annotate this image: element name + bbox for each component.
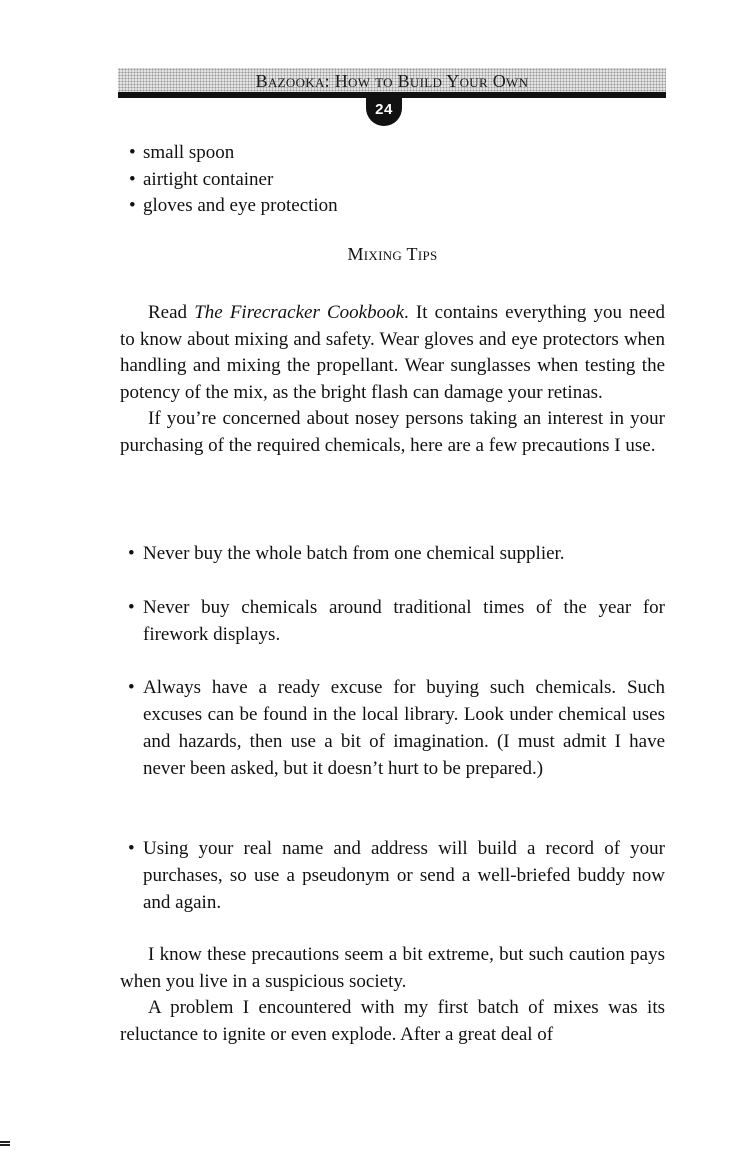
paragraph: If you’re concerned about nosey persons taking an interest in your purchasing of the required chemicals, here are a few precautions I use. <box>120 408 665 456</box>
intro-block <box>120 300 665 459</box>
precaution-item: • Always have a ready excuse for buying such chemicals. Such excuses can be found in the local library. Look under chemical uses and hazards, then use a bit of imagination. (I must admit I have never been asked, but it doesn’t hurt to be prepared.) <box>128 677 665 779</box>
precaution-item: • Never buy chemicals around traditional times of the year for firework displays. <box>128 597 665 645</box>
book-title: The Firecracker Cookbook <box>194 302 405 323</box>
list-item: • gloves and eye protection <box>129 195 338 216</box>
margin-mark <box>0 1141 10 1149</box>
page-number: 24 <box>366 94 402 126</box>
precaution-item: • Using your real name and address will build a record of your purchases, so use a pseudonym or send a well-briefed buddy now and again. <box>128 838 665 913</box>
paragraph: Read The Firecracker Cookbook. It contains everything you need to know about mixing and safety. Wear gloves and eye protectors when handling and mixing the propellant. Wear sunglasses when testing the potency of the mix, as the bright flash can damage your retinas. <box>120 302 665 403</box>
closing-block <box>120 942 665 1048</box>
section-heading: Mixing Tips <box>347 244 438 264</box>
materials-list <box>120 140 665 220</box>
list-item: • airtight container <box>129 168 274 190</box>
list-item: • small spoon <box>129 142 235 163</box>
paragraph: A problem I encountered with my first batch of mixes was its reluctance to ignite or even explode. After a great deal of <box>120 997 665 1045</box>
precaution-item: • Never buy the whole batch from one chemical supplier. <box>128 543 565 564</box>
running-title: Bazooka: How to Build Your Own <box>255 71 529 91</box>
paragraph: I know these precautions seem a bit extreme, but such caution pays when you live in a suspicious society. <box>120 944 665 992</box>
